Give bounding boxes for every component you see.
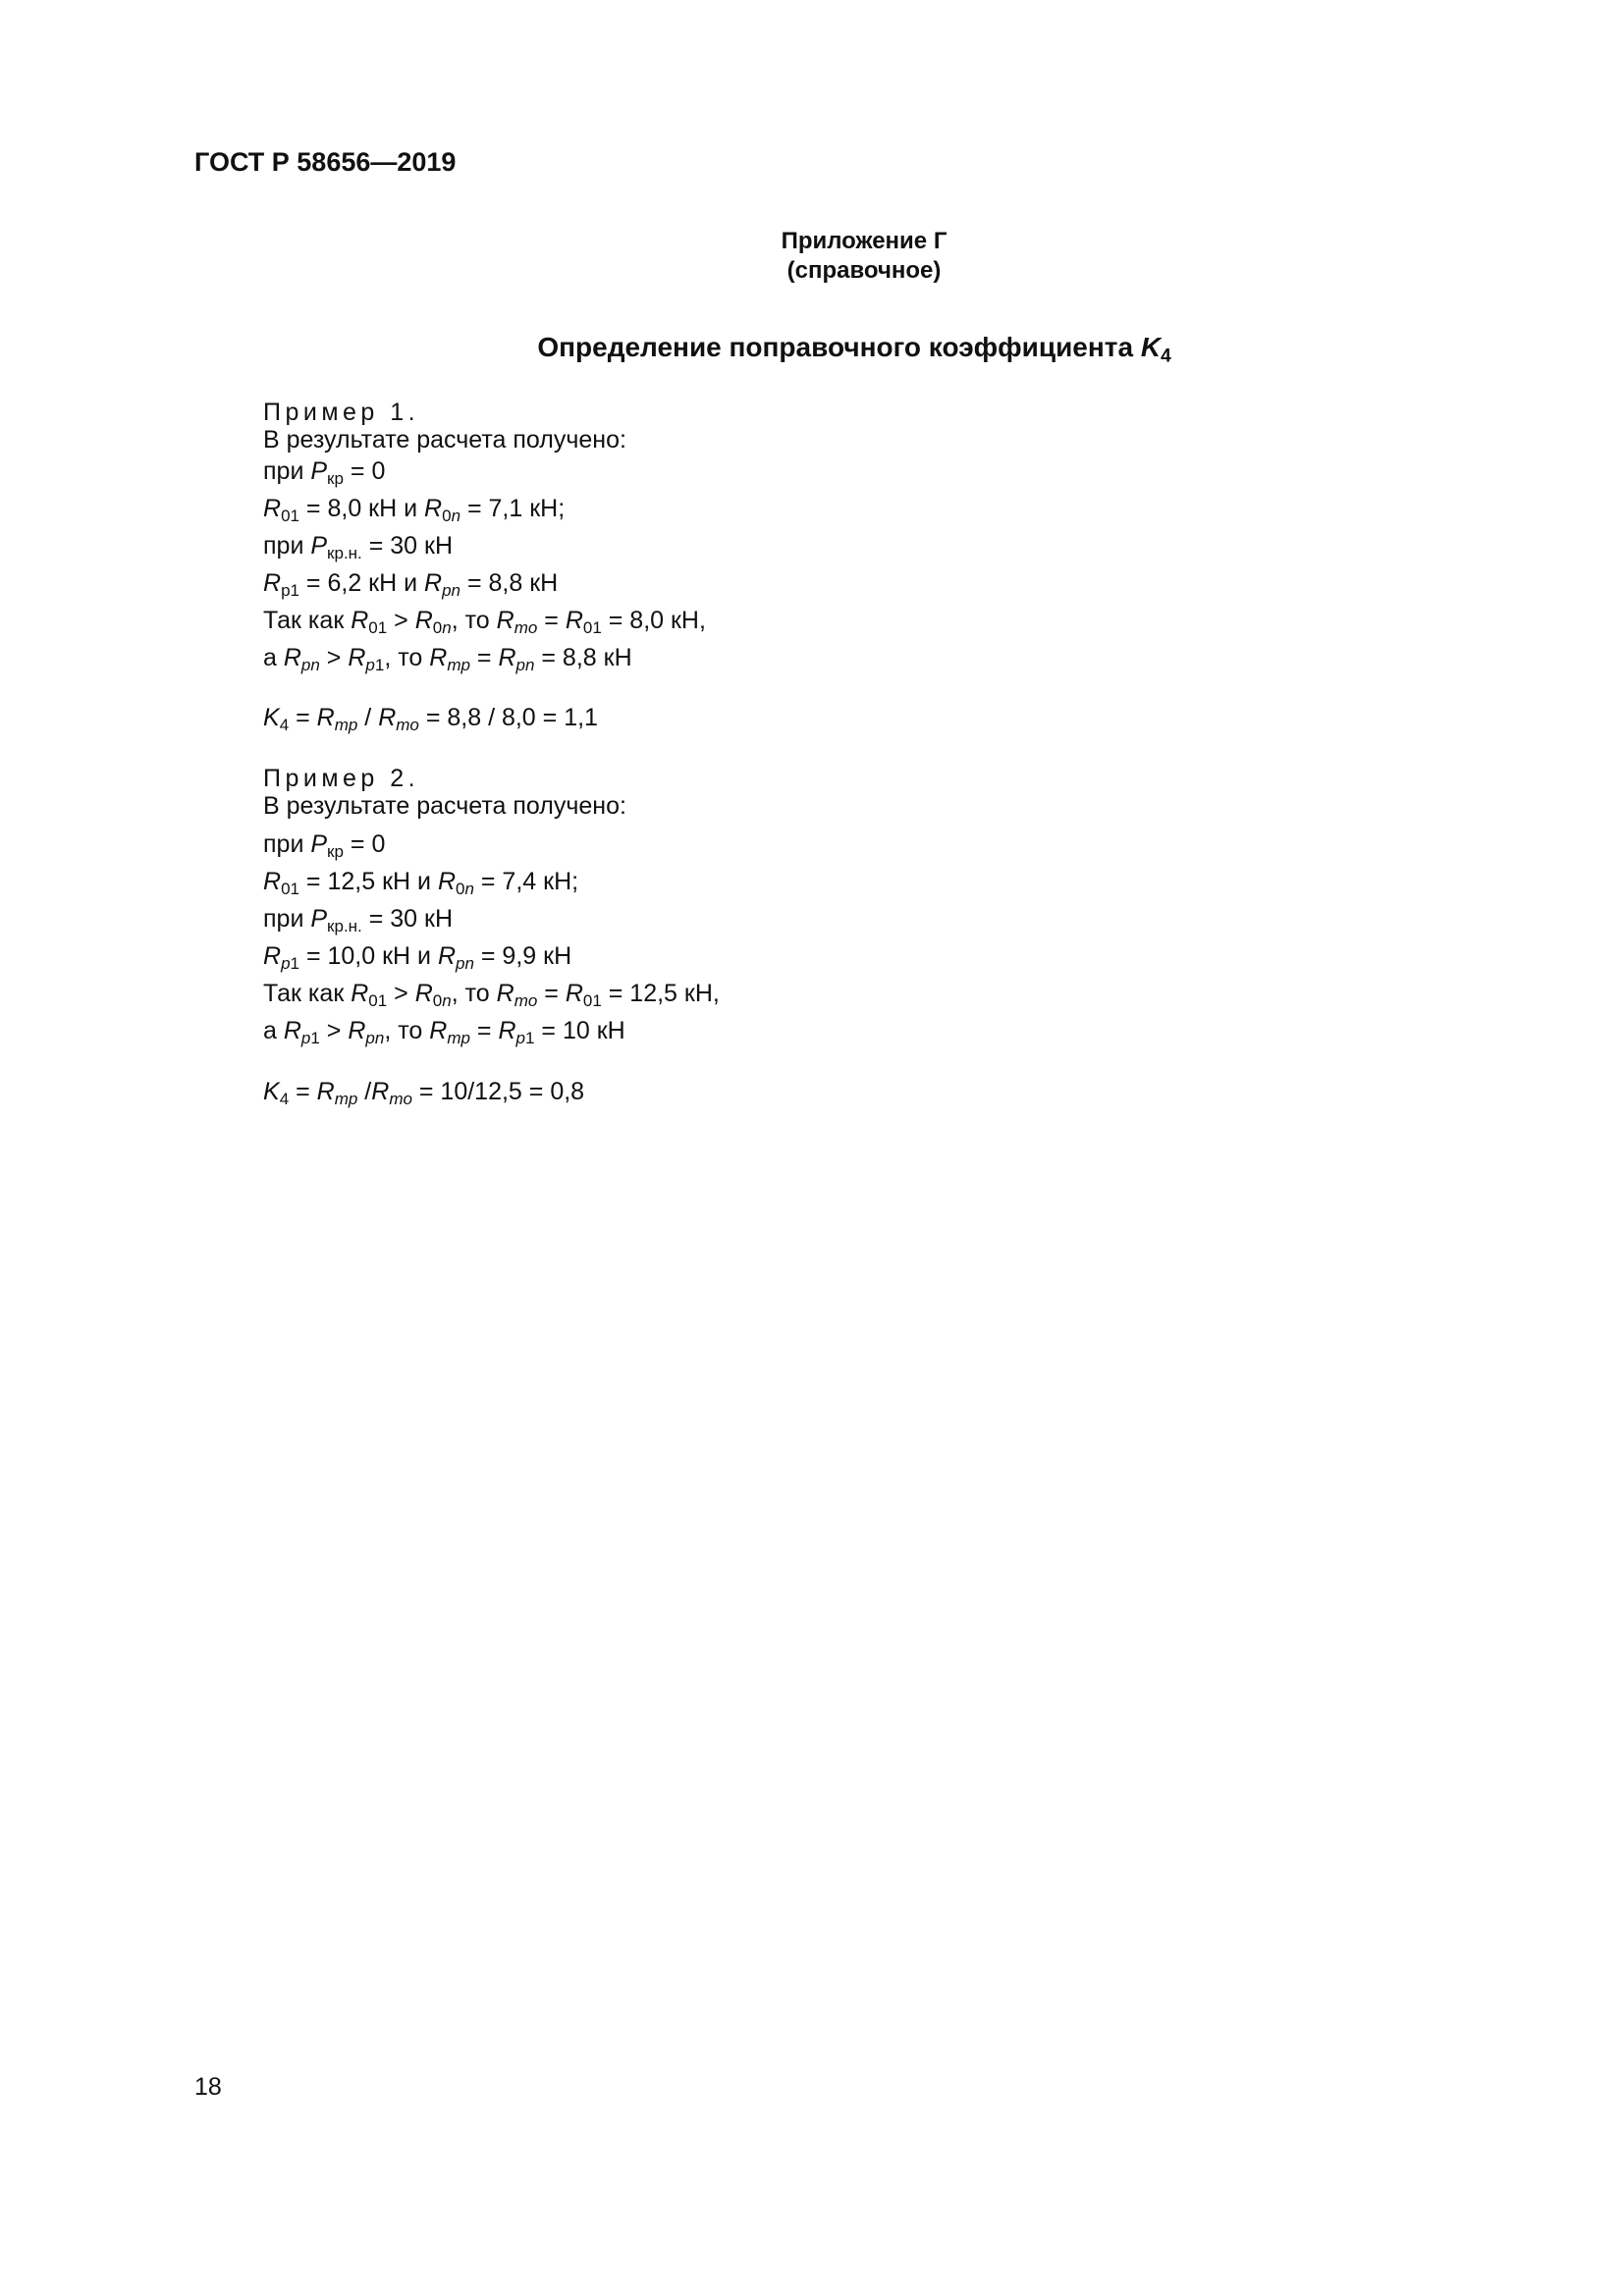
example-2-formula: $K_4 = R_{mp}$ $/R_{mo} = 10/12,5 = 0,8$ xyxy=(263,1078,585,1109)
section-title: Определение поправочного коэффициента $K_4$ xyxy=(537,332,1171,367)
appendix-type: (справочное) xyxy=(786,257,942,284)
example-2-line: при $P_{кр} = 0$ xyxy=(263,830,386,862)
example-1-line: а $R_{pn} > R_{p1}$, то $R_{mp} = R_{pn} = 8,8$ кН xyxy=(263,644,632,675)
example-1-line: $R_{01} = 8,0$ кН и $R_{0n} = 7,1$ кН; xyxy=(263,495,566,526)
example-1-intro: В результате расчета получено: xyxy=(263,426,626,454)
example-2-line: Так как $R_{01} > R_{0n}$, то $R_{mo} = R_{01} = 12,5$ кН, xyxy=(263,980,720,1011)
example-1-formula: $K_4 = R_{mp} / R_{mo} = 8,8 / 8,0 = 1,1$ xyxy=(263,704,598,735)
example-2-line: $R_{01} = 12,5$ кН и $R_{0n} = 7,4$ кН; xyxy=(263,868,579,899)
example-1-heading: Пример 1. xyxy=(263,399,420,426)
document-code: ГОСТ Р 58656—2019 xyxy=(194,147,457,177)
appendix-name: Приложение Г xyxy=(781,228,947,254)
example-1-line: при $P_{кр.н.} = 30$ кН xyxy=(263,532,454,563)
example-1-line: при $P_{кр} = 0$ xyxy=(263,457,386,489)
page-number: 18 xyxy=(194,2073,222,2101)
example-2-line: а $R_{p1} > R_{pn}$, то $R_{mp} = R_{p1} = 10$ кН xyxy=(263,1017,625,1048)
example-2-heading: Пример 2. xyxy=(263,765,420,792)
example-1-line: Так как $R_{01} > R_{0n}$, то $R_{mo} = R_{01} = 8,0$ кН, xyxy=(263,607,706,638)
example-2-line: при $P_{кр.н.} = 30$ кН xyxy=(263,905,454,936)
example-1-line: $R_{р1} = 6,2$ кН и $R_{pn} = 8,8$ кН xyxy=(263,569,559,601)
example-2-intro: В результате расчета получено: xyxy=(263,792,626,820)
example-2-line: $R_{p1} = 10,0$ кН и $R_{pn} = 9,9$ кН xyxy=(263,942,572,974)
